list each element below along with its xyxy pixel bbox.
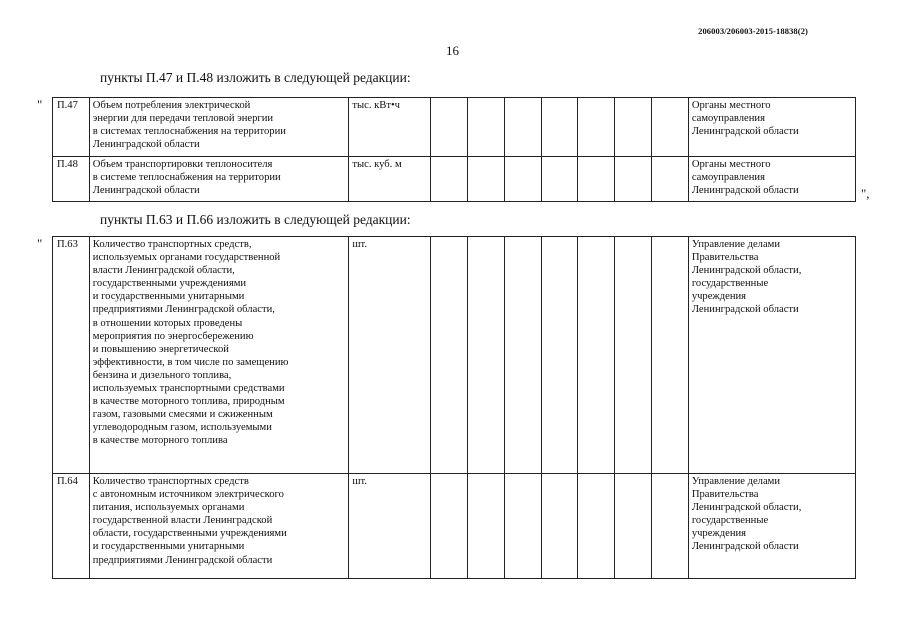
value-cell [615,157,652,202]
page-number: 16 [446,43,459,58]
item-number: П.63 [53,237,90,474]
responsible-body: Органы местного самоуправления Ленинградской области [688,157,855,202]
value-cell [431,474,468,579]
value-cell [431,237,468,474]
value-cell [578,98,615,157]
value-cell [541,237,578,474]
item-number: П.47 [53,98,90,157]
indicator-name: Объем потребления электрической энергии для передачи тепловой энергии в системах теплоснабжения на территории Ленинградской области [89,98,349,157]
value-cell [504,474,541,579]
value-cell [541,98,578,157]
value-cell [652,157,689,202]
value-cell [541,157,578,202]
indicator-name: Количество транспортных средств, используемых органами государственной власти Ленинградской области, государственными учреждениями и государственными унитарными предприятиями Ленинградской области, в отношении которых проведены мероприятия по энергосбережению и повышению энергетической эффективности, в том числе по замещению бензина и дизельного топлива, используемых транспортными средствами в качестве моторного топлива, природным газом, газовыми смесями и сжиженным углеводородным газом, используемыми в качестве моторного топлива [89,237,349,474]
indicators-table-2 [52,236,856,579]
unit-of-measure: шт. [349,237,431,474]
value-cell [468,474,505,579]
value-cell [652,474,689,579]
responsible-body: Управление делами Правительства Ленинградской области, государственные учреждения Ленинградской области [688,474,855,579]
value-cell [652,237,689,474]
table-row [53,98,856,157]
value-cell [615,98,652,157]
value-cell [431,98,468,157]
unit-of-measure: тыс. куб. м [349,157,431,202]
value-cell [431,157,468,202]
open-quote-1: " [37,97,43,112]
value-cell [504,237,541,474]
unit-of-measure: тыс. кВт•ч [349,98,431,157]
value-cell [578,474,615,579]
section-heading-2: пункты П.63 и П.66 изложить в следующей редакции: [100,212,411,227]
table-row [53,237,856,474]
indicators-table-1 [52,97,856,202]
value-cell [615,474,652,579]
section-heading-1: пункты П.47 и П.48 изложить в следующей редакции: [100,70,411,85]
document-id: 206003/206003-2015-18838(2) [698,26,808,36]
item-number: П.48 [53,157,90,202]
value-cell [652,98,689,157]
value-cell [578,157,615,202]
responsible-body: Управление делами Правительства Ленинградской области, государственные учреждения Ленинградской области [688,237,855,474]
value-cell [504,157,541,202]
open-quote-2: " [37,236,43,251]
value-cell [578,237,615,474]
responsible-body: Органы местного самоуправления Ленинградской области [688,98,855,157]
value-cell [504,98,541,157]
value-cell [468,157,505,202]
table-row [53,157,856,202]
indicator-name: Количество транспортных средств с автономным источником электрического питания, используемых органами государственной власти Ленинградской области, государственными учреждениями и государственными унитарными предприятиями Ленинградской области [89,474,349,579]
value-cell [541,474,578,579]
item-number: П.64 [53,474,90,579]
close-quote-1: ", [861,186,870,201]
table-row [53,474,856,579]
value-cell [615,237,652,474]
indicator-name: Объем транспортировки теплоносителя в системе теплоснабжения на территории Ленинградской области [89,157,349,202]
unit-of-measure: шт. [349,474,431,579]
value-cell [468,98,505,157]
value-cell [468,237,505,474]
